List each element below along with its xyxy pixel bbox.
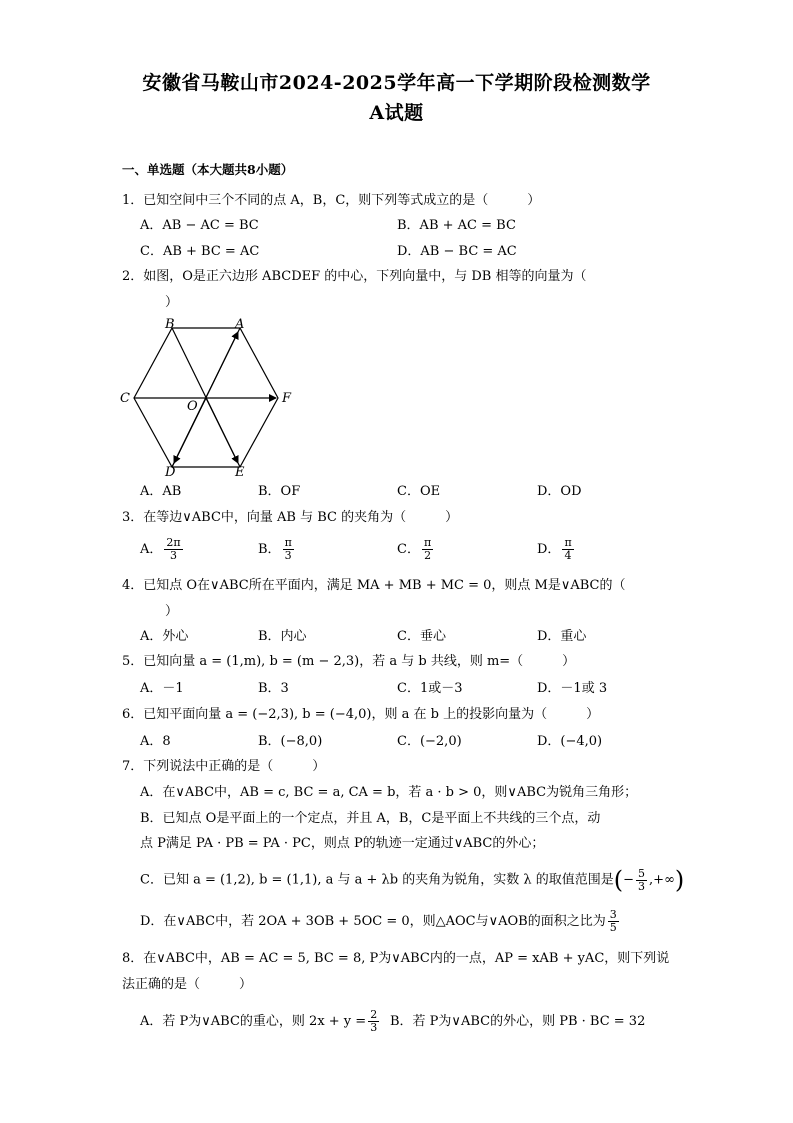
q4-option-a: A．外心 bbox=[140, 629, 189, 644]
q1-option-a: A．AB − AC = BC bbox=[140, 218, 259, 233]
label-e: E bbox=[235, 465, 245, 480]
q4-stem: 4．已知点 O在∨ABC所在平面内，满足 MA + MB + MC = 0，则点 M是∨ABC的（ bbox=[122, 578, 626, 593]
q3-option-c: C． $\frac{\pi}{2}$ bbox=[397, 536, 432, 562]
q4-stem-cont: ） bbox=[165, 604, 179, 619]
q3-option-d: D． $\frac{\pi}{4}$ bbox=[537, 536, 572, 562]
q5-option-b: B．3 bbox=[258, 681, 289, 696]
q6-stem: 6．已知平面向量 a = (−2,3), b = (−4,0)，则 a 在 b 上的投影向量为（ ） bbox=[122, 707, 600, 722]
label-c: C bbox=[120, 391, 130, 406]
q3-stem: 3．在等边∨ABC中，向量 AB 与 BC 的夹角为（ ） bbox=[122, 510, 459, 525]
q7-option-b-line1: B．已知点 O是平面上的一个定点，并且 A，B，C是平面上不共线的三个点，动 bbox=[140, 811, 601, 826]
label-f: F bbox=[282, 391, 292, 406]
q7-stem: 7．下列说法中正确的是（ ） bbox=[122, 759, 326, 774]
q5-option-d: D．－1或 3 bbox=[537, 681, 608, 696]
arrow-b-e bbox=[206, 398, 238, 463]
q2-stem: 2．如图，O是正六边形 ABCDEF 的中心，下列向量中，与 DB 相等的向量为（ bbox=[122, 269, 587, 284]
q6-option-c: C．(−2,0) bbox=[397, 734, 462, 749]
q4-option-b: B．内心 bbox=[258, 629, 307, 644]
q2-option-b: B．OF bbox=[258, 484, 301, 499]
q6-option-b: B．(−8,0) bbox=[258, 734, 323, 749]
label-a: A bbox=[235, 317, 245, 332]
q1-stem: 1．已知空间中三个不同的点 A，B，C，则下列等式成立的是（ ） bbox=[122, 193, 541, 208]
section-heading: 一、单选题（本大题共8小题） bbox=[122, 162, 294, 177]
q5-option-c: C．1或－3 bbox=[397, 681, 463, 696]
q8-stem-line2: 法正确的是（ ） bbox=[122, 977, 253, 992]
q7-option-c: C．已知 a = (1,2), b = (1,1), a 与 a + λb 的夹角为锐角，实数 λ 的取值范围是(− $\frac{5}{3}$ ,+∞) bbox=[140, 866, 685, 894]
q8-option-b: B．若 P为∨ABC的外心，则 PB · BC = 32 bbox=[390, 1014, 646, 1029]
label-o: O bbox=[187, 399, 198, 414]
label-b: B bbox=[165, 317, 175, 332]
q3-option-a: A． $\frac{2\pi}{3}$ bbox=[140, 536, 181, 562]
page-title-line2: A试题 bbox=[369, 102, 424, 124]
q1-option-c: C．AB + BC = AC bbox=[140, 244, 260, 259]
q3-option-b: B． $\frac{\pi}{3}$ bbox=[258, 536, 292, 562]
q1-option-d: D．AB − BC = AC bbox=[397, 244, 517, 259]
q1-option-b: B．AB + AC = BC bbox=[397, 218, 516, 233]
q7-option-b-line2: 点 P满足 PA · PB = PA · PC，则点 P的轨迹一定通过∨ABC的外心； bbox=[140, 836, 545, 851]
q5-stem: 5．已知向量 a = (1,m), b = (m − 2,3)，若 a 与 b 共线，则 m=（ ） bbox=[122, 654, 576, 669]
q2-stem-cont: ） bbox=[165, 295, 179, 310]
q7-option-d: D．在∨ABC中，若 2OA + 3OB + 5OC = 0，则△AOC与∨AOB的面积之比为 $\frac{3}{5}$ bbox=[140, 908, 617, 934]
label-d: D bbox=[165, 465, 176, 480]
q2-option-a: A．AB bbox=[140, 484, 182, 499]
q6-option-a: A．8 bbox=[140, 734, 171, 749]
q6-option-d: D．(−4,0) bbox=[537, 734, 603, 749]
q7-option-a: A．在∨ABC中，AB = c, BC = a, CA = b，若 a · b > 0，则∨ABC为锐角三角形； bbox=[140, 785, 638, 800]
page-title-line1: 安徽省马鞍山市2024-2025学年高一下学期阶段检测数学 bbox=[142, 72, 651, 94]
q8-stem-line1: 8．在∨ABC中，AB = AC = 5, BC = 8, P为∨ABC内的一点，AP = xAB + yAC，则下列说 bbox=[122, 951, 670, 966]
q5-option-a: A．－1 bbox=[140, 681, 184, 696]
hexagon-figure bbox=[115, 315, 300, 480]
q8-option-a: A．若 P为∨ABC的重心，则 2x + y = $\frac{2}{3}$ bbox=[140, 1008, 378, 1034]
q4-option-c: C．垂心 bbox=[397, 629, 446, 644]
q2-option-c: C．OE bbox=[397, 484, 441, 499]
q4-option-d: D．重心 bbox=[537, 629, 587, 644]
q2-option-d: D．OD bbox=[537, 484, 582, 499]
